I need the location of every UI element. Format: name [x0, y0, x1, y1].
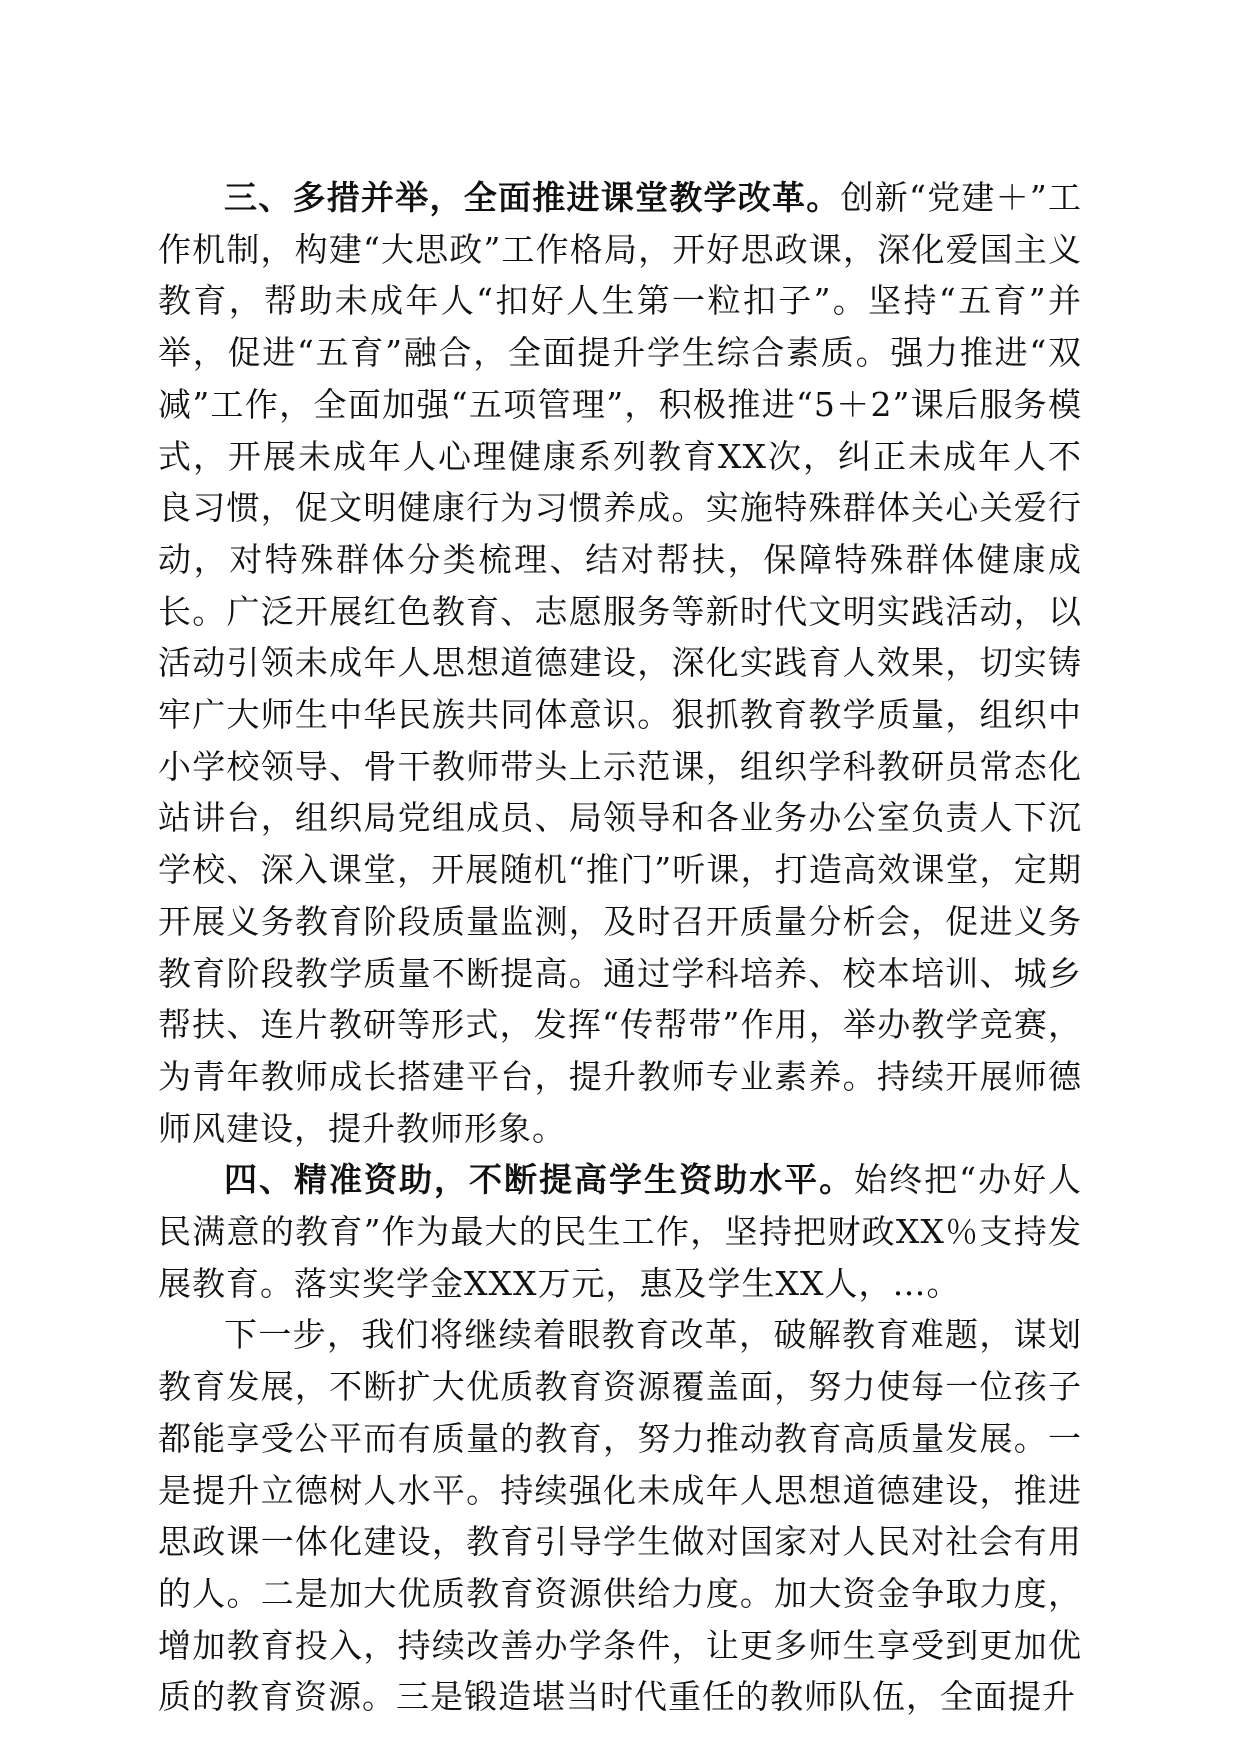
next-steps-body: 下一步，我们将继续着眼教育改革，破解教育难题，谋划教育发展，不断扩大优质教育资源覆盖面，努力使每一位孩子都能享受公平而有质量的教育，努力推动教育高质量发展。一是提升立德树人水平。持续强化未成年人思想道德建设，推进思政课一体化建设，教育引导学生做对国家对人民对社会有用的人。二是加大优质教育资源供给力度。加大资金争取力度，增加教育投入，持续改善办学条件，让更多师生享受到更加优质的教育资源。三是锻造堪当时代重任的教师队伍，全面提升 — [158, 1315, 1082, 1717]
paragraph-next-steps — [158, 1309, 1082, 1723]
paragraph-section-three — [158, 172, 1082, 1154]
document-body — [158, 172, 1082, 1723]
section-four-body: 始终把“办好人民满意的教育”作为最大的民生工作，坚持把财政XX％支持发展教育。落实奖学金XXX万元，惠及学生XX人，…。 — [158, 1160, 1082, 1303]
section-three-body: 创新“党建＋”工作机制，构建“大思政”工作格局，开好思政课，深化爱国主义教育，帮助未成年人“扣好人生第一粒扣子”。坚持“五育”并举，促进“五育”融合，全面提升学生综合素质。强力推进“双减”工作，全面加强“五项管理”，积极推进“5＋2”课后服务模式，开展未成年人心理健康系列教育XX次，纠正未成年人不良习惯，促文明健康行为习惯养成。实施特殊群体关心关爱行动，对特殊群体分类梳理、结对帮扶，保障特殊群体健康成长。广泛开展红色教育、志愿服务等新时代文明实践活动，以活动引领未成年人思想道德建设，深化实践育人效果，切实铸牢广大师生中华民族共同体意识。狠抓教育教学质量，组织中小学校领导、骨干教师带头上示范课，组织学科教研员常态化站讲台，组织局党组成员、局领导和各业务办公室负责人下沉学校、深入课堂，开展随机“推门”听课，打造高效课堂，定期开展义务教育阶段质量监测，及时召开质量分析会，促进义务教育阶段教学质量不断提高。通过学科培养、校本培训、城乡帮扶、连片教研等形式，发挥“传帮带”作用，举办教学竞赛，为青年教师成长搭建平台，提升教师专业素养。持续开展师德师风建设，提升教师形象。 — [158, 178, 1082, 1148]
section-three-heading: 三、多措并举，全面推进课堂教学改革。 — [224, 178, 841, 217]
section-four-heading: 四、精准资助，不断提高学生资助水平。 — [224, 1160, 855, 1200]
paragraph-section-four — [158, 1154, 1082, 1309]
